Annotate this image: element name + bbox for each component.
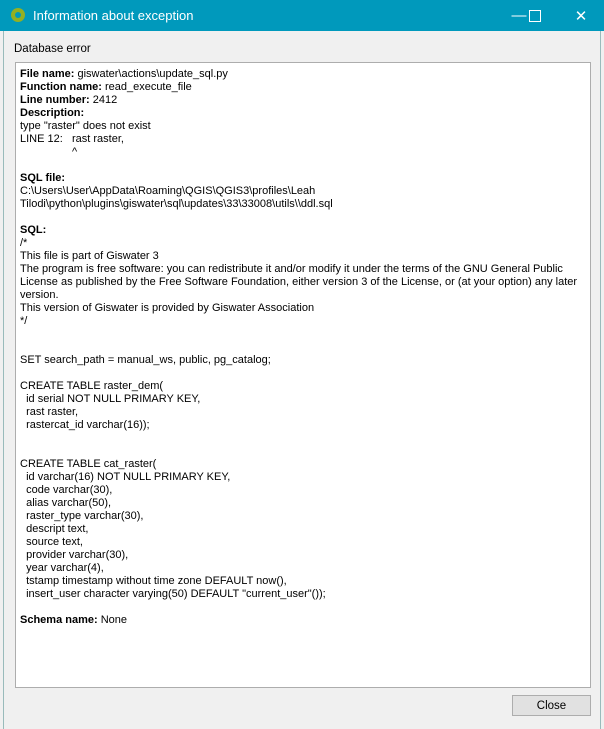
detail-text: Tilodi\python\plugins\giswater\sql\updates\33\33008\utils\\ddl.sql	[20, 198, 333, 210]
detail-text: The program is free software: you can redistribute it and/or modify it under the terms of the GNU General Public	[20, 263, 563, 275]
detail-label: Function name:	[20, 81, 102, 93]
detail-line	[20, 328, 586, 341]
detail-line	[20, 146, 586, 159]
error-type-label: Database error	[14, 43, 91, 55]
detail-line	[20, 614, 586, 627]
close-window-button[interactable]	[558, 0, 604, 31]
detail-label: SQL:	[20, 224, 47, 236]
detail-text: CREATE TABLE cat_raster(	[20, 458, 157, 470]
detail-line	[20, 536, 586, 549]
detail-line	[20, 432, 586, 445]
maximize-icon	[529, 10, 541, 22]
detail-line	[20, 406, 586, 419]
window-title: Information about exception	[33, 8, 194, 23]
detail-line	[20, 289, 586, 302]
close-button[interactable]: Close	[512, 695, 591, 716]
detail-line	[20, 549, 586, 562]
detail-label: SQL file:	[20, 172, 66, 184]
detail-text: insert_user character varying(50) DEFAULT "current_user"());	[20, 588, 326, 600]
detail-line	[20, 81, 586, 94]
detail-text: giswater\actions\update_sql.py	[74, 68, 228, 80]
detail-text: None	[97, 614, 128, 626]
detail-line	[20, 263, 586, 276]
detail-line	[20, 224, 586, 237]
detail-line	[20, 315, 586, 328]
maximize-button[interactable]	[512, 0, 558, 31]
detail-line	[20, 185, 586, 198]
detail-line	[20, 276, 586, 289]
detail-line	[20, 94, 586, 107]
detail-line	[20, 172, 586, 185]
detail-line	[20, 445, 586, 458]
detail-line	[20, 250, 586, 263]
detail-text: provider varchar(30),	[20, 549, 129, 561]
detail-text: raster_type varchar(30),	[20, 510, 144, 522]
detail-text: ^	[20, 146, 78, 158]
detail-text: This version of Giswater is provided by Giswater Association	[20, 302, 315, 314]
detail-text: License as published by the Free Software Foundation, either version 3 of the License, or (at your option) any later	[20, 276, 578, 288]
detail-line	[20, 510, 586, 523]
detail-text: read_execute_file	[101, 81, 192, 93]
detail-text: */	[20, 315, 28, 327]
detail-line	[20, 107, 586, 120]
detail-line	[20, 68, 586, 81]
detail-line	[20, 484, 586, 497]
detail-text: rastercat_id varchar(16));	[20, 419, 150, 431]
detail-line	[20, 497, 586, 510]
detail-line	[20, 211, 586, 224]
detail-text: id varchar(16) NOT NULL PRIMARY KEY,	[20, 471, 231, 483]
detail-text: type "raster" does not exist	[20, 120, 151, 132]
detail-line	[20, 588, 586, 601]
detail-line	[20, 562, 586, 575]
close-icon: ✕	[574, 7, 588, 25]
detail-label: Schema name:	[20, 614, 98, 626]
detail-text: /*	[20, 237, 28, 249]
detail-text: year varchar(4),	[20, 562, 104, 574]
detail-text: id serial NOT NULL PRIMARY KEY,	[20, 393, 201, 405]
detail-line	[20, 367, 586, 380]
detail-line	[20, 471, 586, 484]
detail-text: tstamp timestamp without time zone DEFAULT now(),	[20, 575, 287, 587]
detail-text: 2412	[89, 94, 118, 106]
detail-text: This file is part of Giswater 3	[20, 250, 159, 262]
detail-text: source text,	[20, 536, 83, 548]
detail-line	[20, 120, 586, 133]
detail-line	[20, 237, 586, 250]
detail-text: descript text,	[20, 523, 89, 535]
detail-text: SET search_path = manual_ws, public, pg_catalog;	[20, 354, 271, 366]
detail-line	[20, 419, 586, 432]
detail-line	[20, 198, 586, 211]
qgis-logo-icon	[11, 8, 25, 22]
detail-line	[20, 523, 586, 536]
exception-details-text[interactable]	[15, 62, 591, 688]
detail-line	[20, 341, 586, 354]
detail-text: alias varchar(50),	[20, 497, 112, 509]
detail-label: Description:	[20, 107, 85, 119]
detail-line	[20, 393, 586, 406]
detail-line	[20, 458, 586, 471]
minimize-icon: —	[511, 7, 527, 24]
detail-line	[20, 601, 586, 614]
detail-text: CREATE TABLE raster_dem(	[20, 380, 164, 392]
detail-line	[20, 159, 586, 172]
detail-text: C:\Users\User\AppData\Roaming\QGIS\QGIS3\profiles\Leah	[20, 185, 316, 197]
detail-text: code varchar(30),	[20, 484, 113, 496]
detail-line	[20, 575, 586, 588]
detail-text: rast raster,	[20, 406, 79, 418]
title-bar	[0, 0, 604, 31]
detail-line	[20, 302, 586, 315]
detail-line	[20, 133, 586, 146]
detail-label: Line number:	[20, 94, 90, 106]
detail-label: File name:	[20, 68, 75, 80]
detail-line	[20, 380, 586, 393]
detail-text: LINE 12: rast raster,	[20, 133, 124, 145]
detail-line	[20, 354, 586, 367]
detail-text: version.	[20, 289, 59, 301]
